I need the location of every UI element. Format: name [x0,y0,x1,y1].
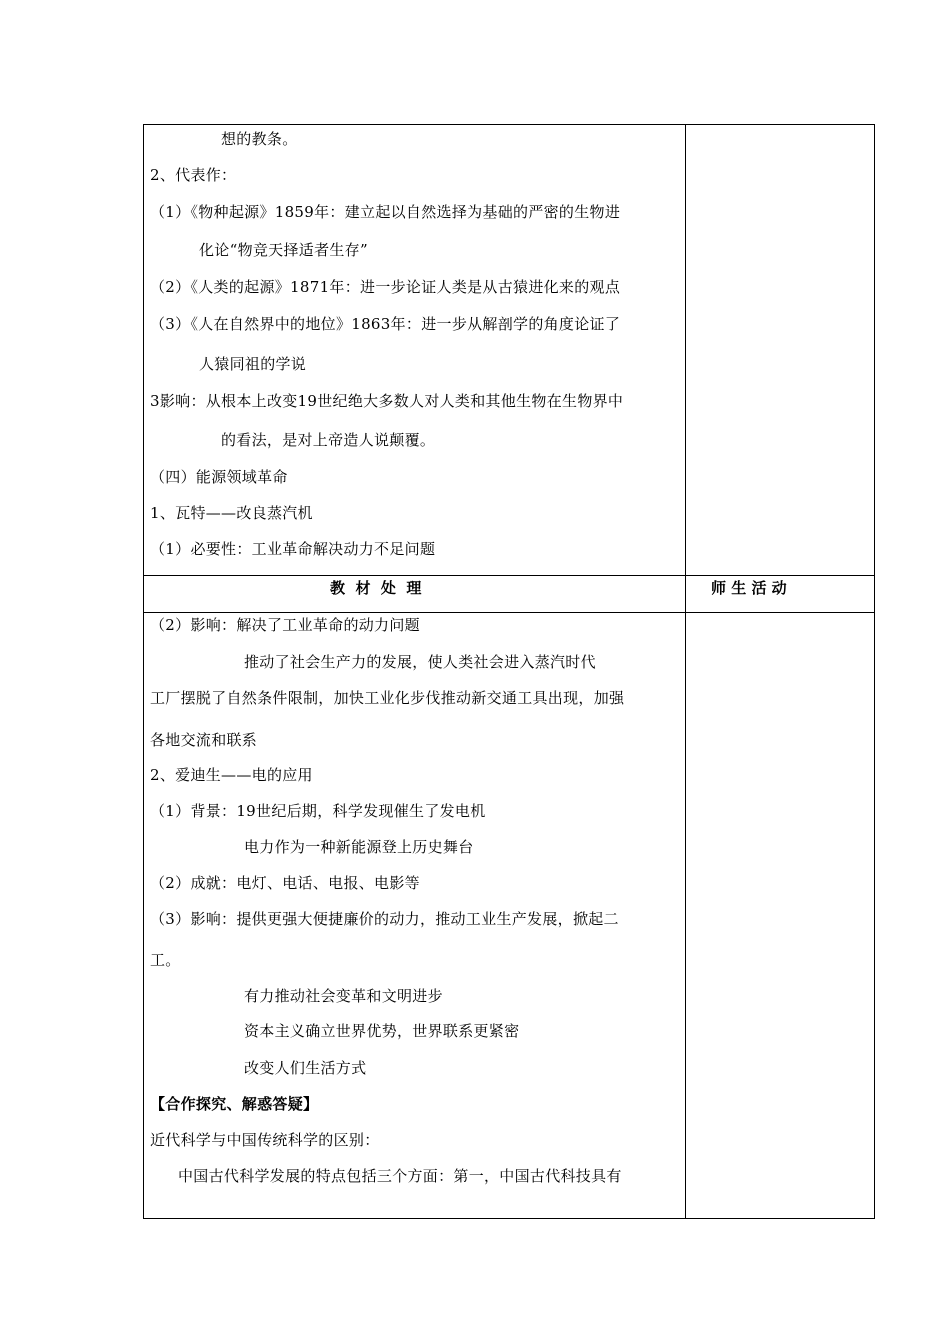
text-line: 各地交流和联系 [150,731,258,749]
text-line: （1）必要性：工业革命解决动力不足问题 [150,540,436,558]
text-line: 想的教条。 [221,130,298,148]
text-line: 人猿同祖的学说 [199,355,307,373]
text-line: （1）背景：19世纪后期，科学发现催生了发电机 [150,802,486,820]
text-line: 的看法，是对上帝造人说颠覆。 [221,431,436,449]
text-line: 工厂摆脱了自然条件限制，加快工业化步伐推动新交通工具出现，加强 [150,689,625,707]
header-materials: 教 材 处 理 [330,579,422,597]
header-top-rule [144,575,874,576]
text-line: （2）《人类的起源》1871年：进一步论证人类是从古猿进化来的观点 [150,278,621,296]
text-line: 工。 [150,951,181,969]
header-activities: 师 生 活 动 [711,579,787,597]
header-bottom-rule [144,612,874,613]
text-line: （2）成就：电灯、电话、电报、电影等 [150,874,420,892]
text-line: 电力作为一种新能源登上历史舞台 [244,838,474,856]
lesson-table [143,124,875,1219]
text-line: （2）影响：解决了工业革命的动力问题 [150,616,420,634]
text-line: 3影响：从根本上改变19世纪绝大多数人对人类和其他生物在生物界中 [150,392,624,410]
text-line: （3）影响：提供更强大便捷廉价的动力，推动工业生产发展，掀起二 [150,910,619,928]
column-divider [685,125,686,1218]
text-line: 改变人们生活方式 [244,1059,367,1077]
text-line: （3）《人在自然界中的地位》1863年：进一步从解剖学的角度论证了 [150,315,621,333]
text-line: 2、爱迪生——电的应用 [150,766,313,784]
text-line: 化论“物竞天择适者生存” [199,241,368,259]
text-line: 2、代表作： [150,166,237,184]
text-line: （1）《物种起源》1859年：建立起以自然选择为基础的严密的生物进 [150,203,621,221]
text-line: 1、瓦特——改良蒸汽机 [150,504,313,522]
text-line: 资本主义确立世界优势，世界联系更紧密 [244,1022,520,1040]
text-line: 中国古代科学发展的特点包括三个方面：第一，中国古代科技具有 [178,1167,622,1185]
text-line: 近代科学与中国传统科学的区别： [150,1131,380,1149]
section-heading: 【合作探究、解惑答疑】 [150,1095,319,1113]
text-line: （四）能源领域革命 [150,468,288,486]
text-line: 有力推动社会变革和文明进步 [244,987,443,1005]
text-line: 推动了社会生产力的发展，使人类社会进入蒸汽时代 [244,653,596,671]
